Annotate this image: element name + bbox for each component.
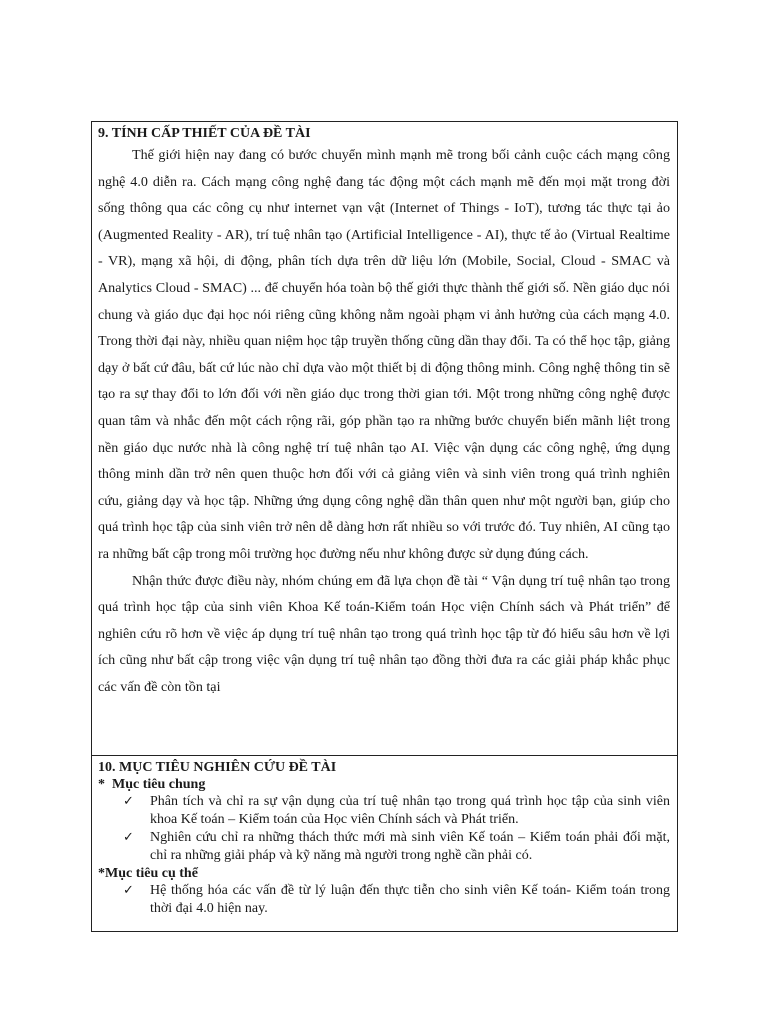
checkmark-icon: ✓ xyxy=(123,883,134,898)
checkmark-icon: ✓ xyxy=(123,830,134,845)
asterisk-icon: * xyxy=(98,777,105,792)
paragraph: Thế giới hiện nay đang có bước chuyển mình mạnh mẽ trong bối cảnh cuộc cách mạng công nghệ 4.0 diễn ra. Cách mạng công nghệ đang tác động một cách mạnh mẽ đến mọi mặt trong đời sống thông qua các công cụ như internet vạn vật (Internet of Things - IoT), tương tác thực tại ảo (Augmented Reality - AR), trí tuệ nhân tạo (Artificial Intelligence - AI), thực tế ảo (Virtual Realtime - VR), mạng xã hội, di động, phân tích dựa trên dữ liệu lớn (Mobile, Social, Cloud - SMAC và Analytics Cloud - SMAC) ... để chuyển hóa toàn bộ thế giới thực thành thế giới số. Nền giáo dục nói chung và giáo dục đại học nói riêng cũng không nằm ngoài phạm vi ảnh hưởng của cách mạng 4.0. Trong thời đại này, nhiều quan niệm học tập truyền thống cũng dần thay đổi. Ta có thể học tập, giảng dạy ở bất cứ đâu, bất cứ lúc nào chỉ dựa vào một thiết bị di động thông minh. Công nghệ thông tin sẽ tạo ra sự thay đổi to lớn đối với nền giáo dục trong thời gian tới. Một trong những công nghệ được quan tâm và nhắc đến một cách rộng rãi, góp phần tạo ra những bước chuyển biến mãnh liệt trong nền giáo dục nước nhà là công nghệ trí tuệ nhân tạo AI. Việc vận dụng các công nghệ, ứng dụng thông minh dần trở nên quen thuộc hơn đối với cả giảng viên và sinh viên trong quá trình nghiên cứu, giảng dạy và học tập. Những ứng dụng công nghệ dần thân quen như một người bạn, giúp cho quá trình học tập của sinh viên trở nên dễ dàng hơn rất nhiều so với trước đó. Tuy nhiên, AI cũng tạo ra những bất cập trong môi trường học đường nếu như không được sử dụng đúng cách. xyxy=(98,147,670,562)
specific-objectives-list xyxy=(98,882,670,918)
list-item: ✓ Nghiên cứu chỉ ra những thách thức mới mà sinh viên Kế toán – Kiểm toán phải đối mặt, chỉ ra những giải pháp và kỹ năng mà người trong nghề cần phải có. xyxy=(123,830,670,863)
checkmark-icon: ✓ xyxy=(123,794,134,809)
section-objectives xyxy=(92,755,677,931)
section-heading: 10. MỤC TIÊU NGHIÊN CỨU ĐỀ TÀI xyxy=(98,760,337,775)
list-item: ✓ Hệ thống hóa các vấn đề từ lý luận đến thực tiễn cho sinh viên Kế toán- Kiểm toán trong thời đại 4.0 hiện nay. xyxy=(123,883,670,916)
section-heading: 9. TÍNH CẤP THIẾT CỦA ĐỀ TÀI xyxy=(98,126,311,141)
section-urgency xyxy=(92,122,677,755)
list-item: ✓ Phân tích và chỉ ra sự vận dụng của trí tuệ nhân tạo trong quá trình học tập của sinh viên khoa Kế toán – Kiểm toán của Học viên Chính sách và Phát triển. xyxy=(123,794,670,827)
general-objectives-label: * Mục tiêu chung xyxy=(98,777,206,792)
document-table xyxy=(91,121,678,932)
specific-objectives-label: *Mục tiêu cụ thể xyxy=(98,866,198,881)
general-objectives-list xyxy=(98,793,670,865)
paragraph: Nhận thức được điều này, nhóm chúng em đã lựa chọn đề tài “ Vận dụng trí tuệ nhân tạo trong quá trình học tập của sinh viên Khoa Kế toán-Kiểm toán Học viện Chính sách và Phát triển” để nghiên cứu rõ hơn về việc áp dụng trí tuệ nhân tạo trong quá trình học tập từ đó hiểu sâu hơn về lợi ích cũng như bất cập trong việc vận dụng trí tuệ nhân tạo đồng thời đưa ra các giải pháp khắc phục các vấn đề còn tồn tại xyxy=(98,572,670,695)
